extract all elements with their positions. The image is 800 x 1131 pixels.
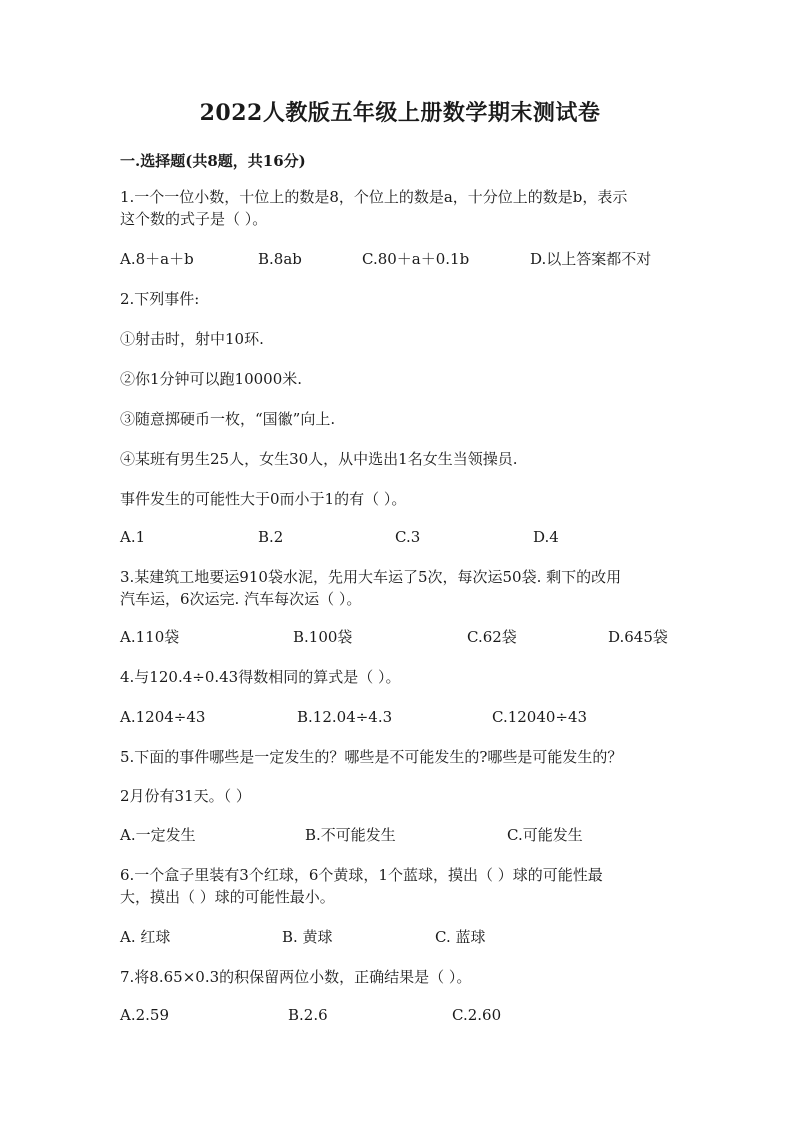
q5-option-a: A.一定发生 — [120, 826, 196, 844]
q2-stem-line1: 2.下列事件: — [120, 290, 200, 308]
q1-option-b: B.8ab — [258, 250, 302, 268]
q4-option-b: B.12.04÷4.3 — [297, 708, 393, 726]
q2-event-1: ①射击时，射中10环. — [120, 330, 264, 348]
q7-option-b: B.2.6 — [288, 1006, 328, 1024]
q4-option-a: A.1204÷43 — [120, 708, 206, 726]
q3-stem-line2: 汽车运，6次运完. 汽车每次运（ ）。 — [120, 590, 362, 608]
q1-option-c: C.80＋a＋0.1b — [362, 250, 470, 268]
q4-stem-line1: 4.与120.4÷0.43得数相同的算式是（ ）。 — [120, 668, 401, 686]
q2-event-2: ②你1分钟可以跑10000米. — [120, 370, 303, 388]
q1-option-d: D.以上答案都不对 — [530, 250, 652, 268]
q1-stem-line1: 1.一个一位小数，十位上的数是8，个位上的数是a，十分位上的数是b，表示 — [120, 188, 628, 206]
q3-option-a: A.110袋 — [120, 628, 180, 646]
q3-option-c: C.62袋 — [467, 628, 517, 646]
q6-option-b: B. 黄球 — [282, 928, 333, 946]
page-title: 2022人教版五年级上册数学期末测试卷 — [199, 100, 601, 126]
q4-option-c: C.12040÷43 — [492, 708, 588, 726]
q7-option-c: C.2.60 — [452, 1006, 502, 1024]
q2-event-3: ③随意掷硬币一枚，“国徽”向上. — [120, 410, 336, 428]
q5-option-c: C.可能发生 — [507, 826, 583, 844]
q2-question: 事件发生的可能性大于0而小于1的有（ ）。 — [120, 490, 407, 508]
q5-option-b: B.不可能发生 — [305, 826, 396, 844]
q7-stem-line1: 7.将8.65×0.3的积保留两位小数，正确结果是（ ）。 — [120, 968, 472, 986]
q2-option-b: B.2 — [258, 528, 284, 546]
q3-option-b: B.100袋 — [293, 628, 353, 646]
q6-option-c: C. 蓝球 — [435, 928, 486, 946]
section-heading: 一.选择题(共8题，共16分) — [120, 152, 306, 170]
q6-option-a: A. 红球 — [120, 928, 171, 946]
q6-stem-line1: 6.一个盒子里装有3个红球，6个黄球，1个蓝球，摸出（ ）球的可能性最 — [120, 866, 603, 884]
q3-stem-line1: 3.某建筑工地要运910袋水泥，先用大车运了5次，每次运50袋. 剩下的改用 — [120, 568, 622, 586]
q5-stem-line1: 5.下面的事件哪些是一定发生的？哪些是不可能发生的?哪些是可能发生的？ — [120, 748, 623, 766]
q1-option-a: A.8＋a＋b — [120, 250, 194, 268]
q1-stem-line2: 这个数的式子是（ ）。 — [120, 210, 268, 228]
q7-option-a: A.2.59 — [120, 1006, 169, 1024]
q2-event-4: ④某班有男生25人，女生30人，从中选出1名女生当领操员. — [120, 450, 518, 468]
q2-option-a: A.1 — [120, 528, 146, 546]
q3-option-d: D.645袋 — [608, 628, 668, 646]
q2-option-d: D.4 — [533, 528, 559, 546]
q2-option-c: C.3 — [395, 528, 421, 546]
q6-stem-line2: 大，摸出（ ）球的可能性最小。 — [120, 888, 335, 906]
q5-stem-line2: 2月份有31天。（ ） — [120, 787, 251, 805]
